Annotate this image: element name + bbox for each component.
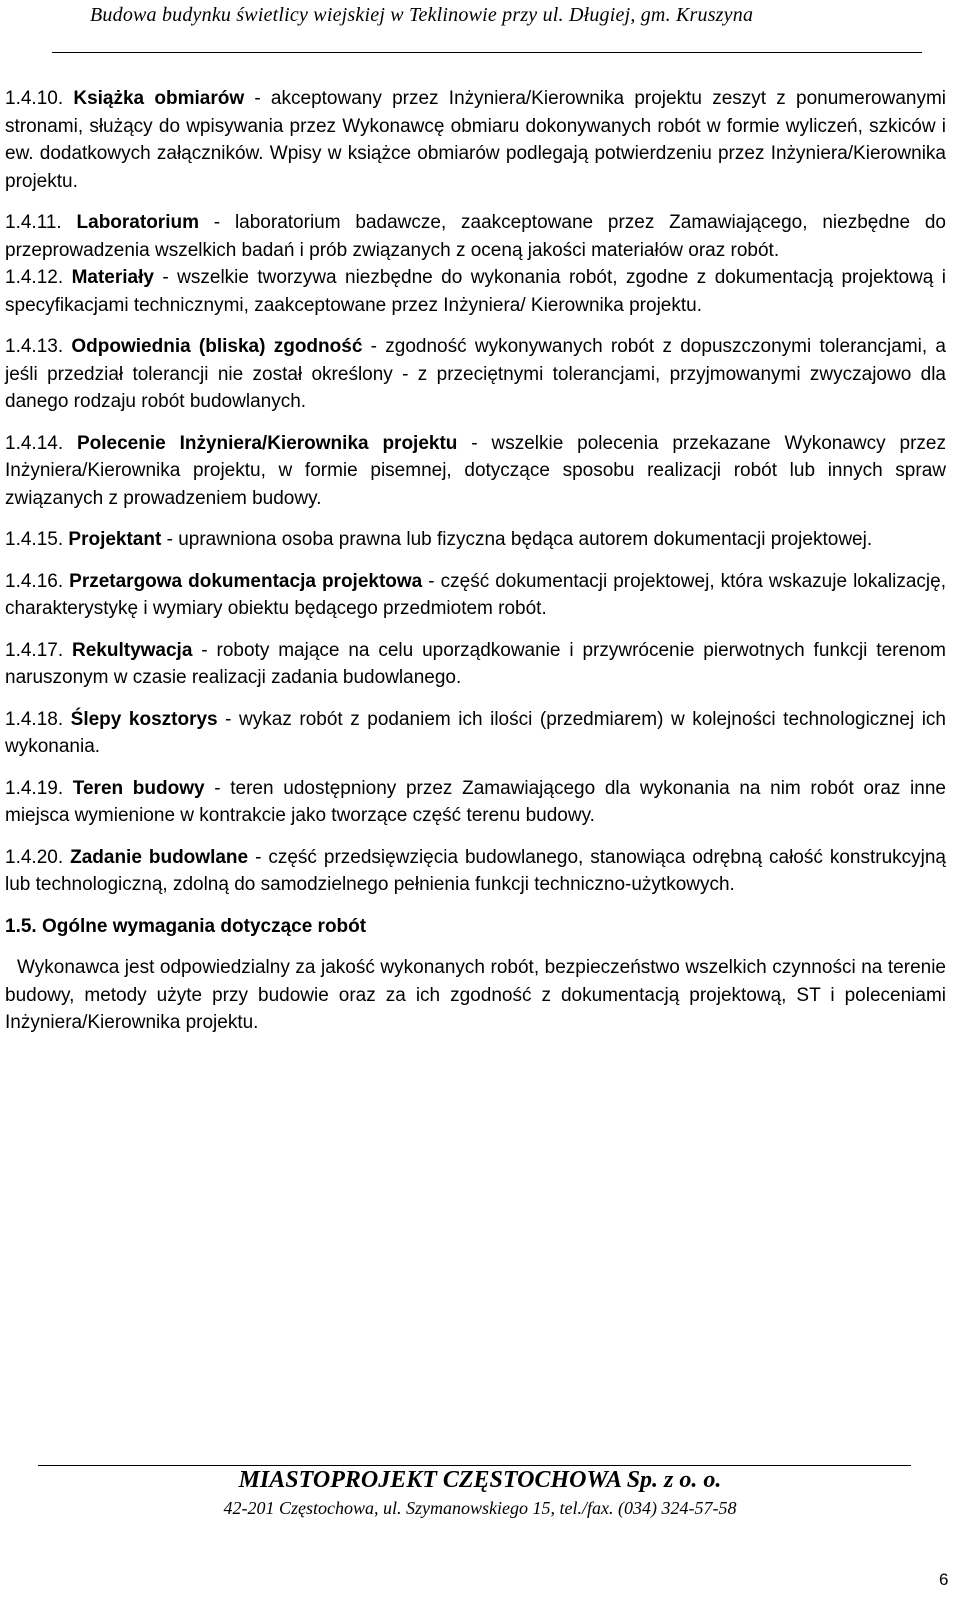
definition-term: Odpowiednia (bliska) zgodność <box>71 336 363 357</box>
definition-text: - teren udostępniony przez Zamawiającego dla wykonania na nim robót oraz inne miejsca wymienione w kontrakcie jako tworzące część terenu budowy. <box>5 777 946 826</box>
definition-1-4-18 <box>5 706 946 761</box>
definition-term: Ślepy kosztorys <box>70 708 218 730</box>
footer-address: 42-201 Częstochowa, ul. Szymanowskiego 15, tel./fax. (034) 324-57-58 <box>223 1498 737 1518</box>
definition-number: 1.4.18. <box>5 708 64 730</box>
document-body <box>5 85 946 1037</box>
definition-1-4-13 <box>5 333 946 416</box>
definition-number: 1.4.19. <box>5 777 64 799</box>
definition-number: 1.4.11. <box>5 212 62 233</box>
definition-number: 1.4.16. <box>5 570 64 592</box>
definition-text: - wykaz robót z podaniem ich ilości (przedmiarem) w kolejności technologicznej ich wykonania. <box>5 708 946 757</box>
definition-number: 1.4.10. <box>5 88 64 109</box>
definition-text: - część dokumentacji projektowej, która wskazuje lokalizację, charakterystykę i wymiary obiektu będącego przedmiotem robót. <box>5 570 947 619</box>
definition-text: - laboratorium badawcze, zaakceptowane przez Zamawiającego, niezbędne do przeprowadzenia wszelkich badań i prób związanych z oceną jakości materiałów oraz robót. <box>5 212 946 261</box>
definition-term: Polecenie Inżyniera/Kierownika projektu <box>76 432 458 454</box>
footer-company: MIASTOPROJEKT CZĘSTOCHOWA Sp. z o. o. <box>238 1467 722 1493</box>
definition-term: Przetargowa dokumentacja projektowa <box>69 570 423 592</box>
header-divider <box>52 52 922 53</box>
definition-text: - część przedsięwzięcia budowlanego, stanowiąca odrębną całość konstrukcyjną lub technologiczną, zdolną do samodzielnego pełnienia funkcji techniczno-użytkowych. <box>5 846 946 895</box>
definition-number: 1.4.17. <box>5 639 64 661</box>
definition-number: 1.4.20. <box>5 846 64 868</box>
definition-1-4-15 <box>5 526 946 554</box>
definition-text: - zgodność wykonywanych robót z dopuszczonymi tolerancjami, a jeśli przedział tolerancji nie został określony - z przeciętnymi tolerancjami, przyjmowanymi zwyczajowo dla danego rodzaju robót budowlanych. <box>5 336 947 412</box>
definition-number: 1.4.15. <box>5 529 64 550</box>
definition-1-4-19 <box>5 775 946 830</box>
definition-1-4-16 <box>5 568 946 623</box>
page-number: 6 <box>939 1570 949 1589</box>
definition-term: Rekultywacja <box>72 639 193 661</box>
definition-term: Materiały <box>71 267 154 288</box>
definition-1-4-12 <box>5 264 946 319</box>
definition-text: - wszelkie polecenia przekazane Wykonawcy przez Inżyniera/Kierownika projektu, w formie pisemnej, dotyczące sposobu realizacji robót lub innych spraw związanych z prowadzeniem budowy. <box>5 432 946 509</box>
definition-number: 1.4.14. <box>5 432 64 454</box>
section-heading: 1.5. Ogólne wymagania dotyczące robót <box>5 915 367 937</box>
definition-text: - uprawniona osoba prawna lub fizyczna będąca autorem dokumentacji projektowej. <box>161 529 873 550</box>
definition-1-4-17 <box>5 637 946 692</box>
section-body: Wykonawca jest odpowiedzialny za jakość wykonanych robót, bezpieczeństwo wszelkich czynności na terenie budowy, metody użyte przy budowie oraz za ich zgodność z dokumentacją projektową, ST i poleceniami Inżyniera/Kierownika projektu. <box>5 957 946 1033</box>
definition-term: Zadanie budowlane <box>70 846 249 868</box>
definition-term: Laboratorium <box>76 212 199 233</box>
definition-1-4-10 <box>5 85 946 195</box>
definition-term: Książka obmiarów <box>73 88 245 109</box>
definition-term: Projektant <box>68 529 162 550</box>
definition-number: 1.4.12. <box>5 267 64 288</box>
definition-text: - wszelkie tworzywa niezbędne do wykonania robót, zgodne z dokumentacją projektową i specyfikacjami technicznymi, zaakceptowane przez Inżyniera/ Kierownika projektu. <box>5 267 946 316</box>
definition-1-4-11 <box>5 209 946 264</box>
definition-1-4-14 <box>5 430 946 513</box>
definition-number: 1.4.13. <box>5 336 64 357</box>
document-header: Budowa budynku świetlicy wiejskiej w Teklinowie przy ul. Długiej, gm. Kruszyna <box>90 4 754 26</box>
definition-text: - akceptowany przez Inżyniera/Kierownika projektu zeszyt z ponumerowanymi stronami, służący do wpisywania przez Wykonawcę obmiaru dokonywanych robót w formie wyliczeń, szkiców i ew. dodatkowych załączników. Wpisy w książce obmiarów podlegają potwierdzeniu przez Inżyniera/Kierownika projektu. <box>5 88 946 192</box>
definition-1-4-20 <box>5 844 946 899</box>
definition-text: - roboty mające na celu uporządkowanie i przywrócenie pierwotnych funkcji terenom naruszonym w czasie realizacji zadania budowlanego. <box>5 639 946 688</box>
definition-term: Teren budowy <box>72 777 205 799</box>
